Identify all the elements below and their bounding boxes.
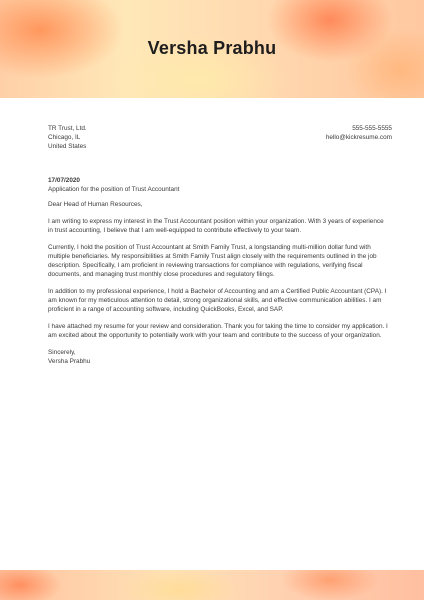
paragraph-current-role: Currently, I hold the position of Trust Accountant at Smith Family Trust, a longstanding multi-million dollar fund with multiple beneficiaries. My responsibilities at Smith Family Trust align closely with the requirements outlined in the job description. Specifically, I am proficient in reviewing transactions for compliance with regulations, verifying fiscal documents, and managing trust monthly close procedures and regulatory filings. bbox=[48, 244, 377, 278]
letter-date: 17/07/2020 bbox=[48, 177, 80, 184]
greeting: Dear Head of Human Resources, bbox=[48, 201, 143, 208]
paragraph-intro: I am writing to express my interest in the Trust Accountant position within your organization. With 3 years of experience in trust accounting, I believe that I am well-equipped to contribute effectively to your team. bbox=[48, 218, 384, 234]
closing-phrase: Sincerely, bbox=[48, 349, 76, 356]
signature-name: Versha Prabhu bbox=[48, 358, 91, 365]
sender-contact bbox=[326, 124, 392, 142]
header-banner bbox=[0, 0, 424, 98]
paragraph-closing: I have attached my resume for your review and consideration. Thank you for taking the time to consider my application. I am excited about the opportunity to potentially work with your team and contribute to the success of your organization. bbox=[48, 323, 388, 339]
paragraph-qualifications: In addition to my professional experience, I hold a Bachelor of Accounting and am a Certified Public Accountant (CPA). I am known for my meticulous attention to detail, strong organizational skills, and effective communication abilities. I am proficient in a range of accounting software, including QuickBooks, Excel, and SAP. bbox=[48, 288, 387, 313]
footer-banner bbox=[0, 570, 424, 600]
applicant-name: Versha Prabhu bbox=[147, 38, 277, 58]
letter-subject: Application for the position of Trust Accountant bbox=[48, 186, 180, 193]
letter-body bbox=[48, 200, 388, 366]
email-address: hello@kickresume.com bbox=[325, 134, 392, 141]
recipient-address bbox=[48, 124, 87, 151]
recipient-city: Chicago, IL bbox=[48, 134, 81, 141]
signoff bbox=[48, 348, 388, 366]
recipient-country: United States bbox=[48, 143, 87, 150]
phone-number: 555-555-5555 bbox=[352, 125, 392, 132]
recipient-company: TR Trust, Ltd. bbox=[48, 125, 87, 132]
